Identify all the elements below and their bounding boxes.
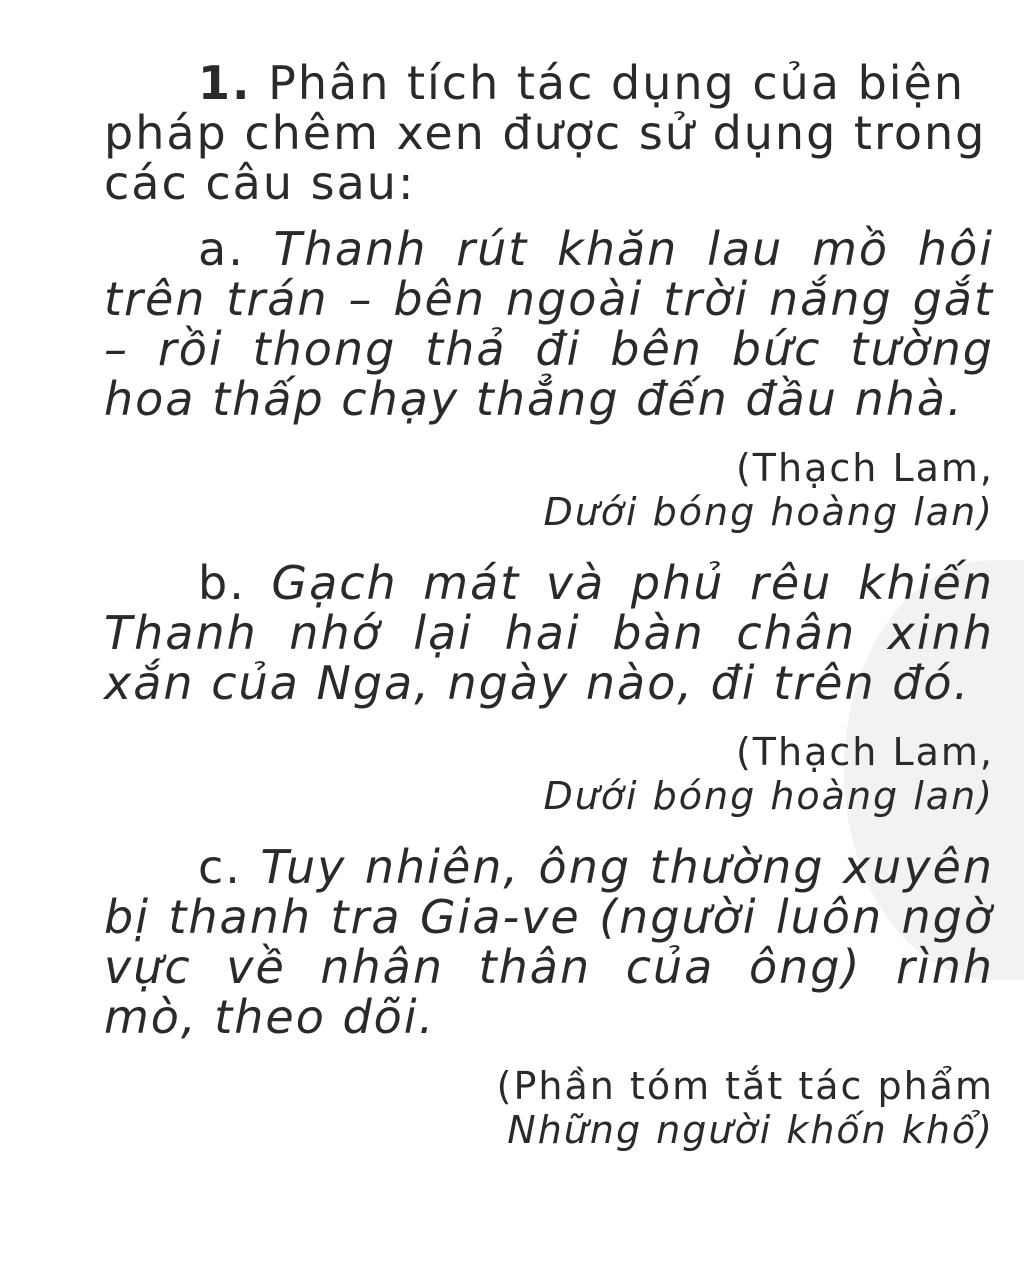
item-text: Thanh rút khăn lau mồ hôi trên trán – bên ngoài trời nắng gắt – rồi thong thả đi bên bức tường hoa thấp chạy thẳng đến đầu nhà. <box>104 222 994 426</box>
question-text: Phân tích tác dụng của biện pháp chêm xen được sử dụng trong các câu sau: <box>104 56 987 210</box>
item-label: b. <box>198 556 246 610</box>
item-text: Tuy nhiên, ông thường xuyên bị thanh tra Gia-ve (người luôn ngờ vực về nhân thân của ông) rình mò, theo dõi. <box>104 840 995 1044</box>
item-text: Gạch mát và phủ rêu khiến Thanh nhớ lại hai bàn chân xinh xắn của Nga, ngày nào, đi trên đó. <box>104 556 994 710</box>
item-a-source <box>104 446 994 534</box>
item-b <box>104 558 994 708</box>
source-author: (Thạch Lam, <box>735 730 994 774</box>
question-number: 1. <box>198 56 252 110</box>
item-label: c. <box>198 840 242 894</box>
exercise-content <box>104 58 994 1176</box>
source-author: (Phần tóm tắt tác phẩm <box>496 1064 994 1108</box>
source-work: Dưới bóng hoàng lan) <box>543 774 994 818</box>
item-c <box>104 842 994 1042</box>
item-b-source <box>104 730 994 818</box>
source-work: Những người khốn khổ) <box>507 1108 994 1152</box>
source-work: Dưới bóng hoàng lan) <box>543 490 994 534</box>
source-author: (Thạch Lam, <box>735 446 994 490</box>
item-c-source <box>104 1064 994 1152</box>
question-prompt <box>104 58 994 208</box>
item-a <box>104 224 994 424</box>
item-label: a. <box>198 222 245 276</box>
